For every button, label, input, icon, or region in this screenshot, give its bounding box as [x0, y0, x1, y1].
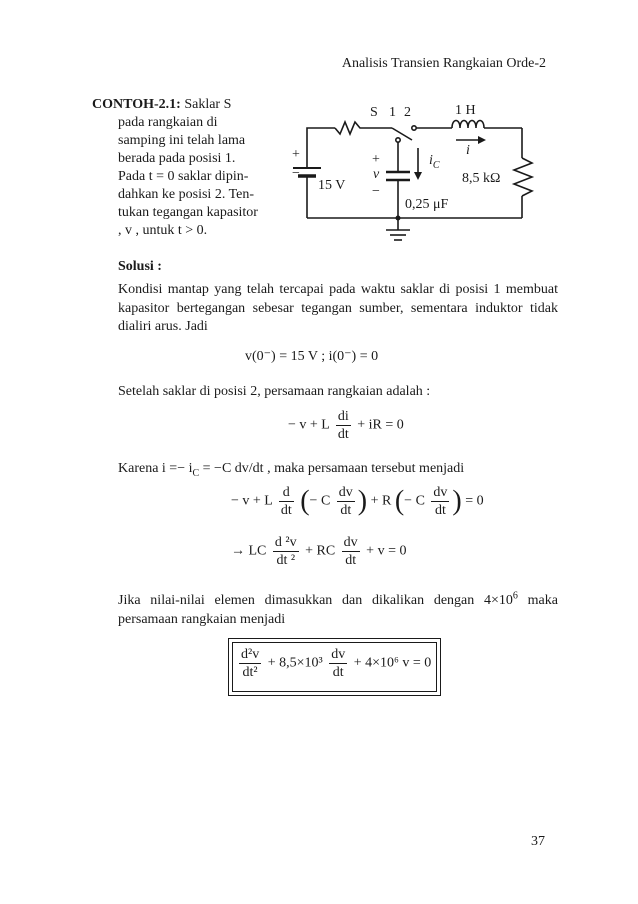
- switch-terminal-2: [412, 126, 416, 130]
- eq3-num: d ²v: [274, 535, 297, 550]
- eq2-frac-dv: [337, 484, 355, 519]
- eq1-fraction: [336, 408, 351, 443]
- eq1-num: di: [337, 409, 349, 424]
- current-label: i: [466, 143, 470, 158]
- eq2-d-den: dt: [280, 503, 292, 518]
- final-mid: + 8,5×10³: [267, 655, 323, 671]
- switch-blade: [392, 128, 412, 140]
- cap-minus: −: [372, 184, 380, 199]
- example-line-7: , v , untuk t > 0.: [118, 223, 208, 238]
- p3-sub: C: [192, 467, 200, 479]
- eq2-d-num: d: [279, 484, 294, 502]
- final-equation: [236, 646, 431, 681]
- solution-paragraph-1: Kondisi mantap yang telah tercapai pada waktu saklar di posisi 1 membuat kapasitor bertegangan sebesar tegangan sumber, sementara induktor tidak dialiri arus. Jadi: [118, 282, 558, 334]
- initial-conditions: v(0⁻) = 15 V ; i(0⁻) = 0: [245, 349, 379, 364]
- cap-current-symbol: i: [429, 153, 433, 168]
- p4-b: maka persamaan rangkaian menjadi: [118, 593, 558, 627]
- example-heading: CONTOH-2.1:: [92, 97, 181, 112]
- ground-node: [396, 216, 401, 221]
- eq3-dv-num: dv: [343, 535, 358, 550]
- resistor-value: 8,5 kΩ: [462, 171, 501, 186]
- solution-paragraph-2: Setelah saklar di posisi 2, persamaan rangkaian adalah :: [118, 384, 431, 399]
- example-intro: Saklar S: [184, 97, 232, 112]
- eq1-right: + iR = 0: [357, 417, 404, 433]
- source-plus: +: [292, 147, 300, 162]
- p3-b: = −C dv/dt , maka persamaan tersebut menjadi: [199, 461, 465, 476]
- running-header: Analisis Transien Rangkaian Orde-2: [341, 56, 546, 71]
- page-number: 37: [531, 834, 545, 849]
- circuit-diagram: [0, 0, 638, 260]
- eq3-end: + v = 0: [366, 543, 407, 559]
- p3-a: Karena i =− i: [118, 461, 193, 476]
- eq2-frac-dv2: [431, 484, 449, 519]
- equation-1: [288, 408, 404, 443]
- eq2-mc: − C: [309, 493, 331, 509]
- series-resistor-icon: [335, 122, 392, 134]
- eq3-dv-den: dt: [345, 553, 357, 568]
- solution-paragraph-4: [118, 592, 558, 629]
- switch-pos1: 1: [389, 105, 396, 120]
- inductor-label: 1 H: [455, 103, 476, 118]
- eq2-dv-den: dt: [340, 503, 352, 518]
- final-num: d²v: [241, 647, 260, 662]
- eq2-dv2-num: dv: [433, 485, 448, 500]
- equation-3: [231, 534, 406, 569]
- ic-arrow-icon: [414, 172, 422, 180]
- left-top-wire: [307, 128, 335, 168]
- eq2-frac-d: [279, 484, 294, 519]
- i-arrow-icon: [478, 136, 486, 144]
- eq2-dv-num: dv: [338, 485, 353, 500]
- example-line-4: Pada t = 0 saklar dipin-: [118, 169, 249, 184]
- eq3-frac: [273, 534, 299, 569]
- eq1-den: dt: [337, 427, 349, 442]
- eq3-rc: + RC: [305, 543, 336, 559]
- switch-terminal-1: [396, 138, 400, 142]
- final-frac: [239, 646, 261, 681]
- example-line-3: berada pada posisi 1.: [118, 151, 236, 166]
- cap-current-label: [429, 152, 440, 170]
- solution-heading: Solusi :: [118, 259, 162, 274]
- eq2-dv2-den: dt: [434, 503, 446, 518]
- switch-label: S: [370, 105, 378, 120]
- p4-sup: 6: [512, 590, 518, 602]
- equation-2: − v + L $\frac{d}{dt}$ (− C $\frac{dv}{dt}$ ) + R (− C $\frac{dv}{dt}$ ) = 0: [231, 485, 484, 518]
- cap-voltage-label: v: [373, 167, 380, 182]
- eq3-den: dt ²: [276, 553, 296, 568]
- p4-a: Jika nilai-nilai elemen dimasukkan dan dikalikan dengan 4×10: [118, 593, 513, 608]
- example-line-6: tukan tegangan kapasitor: [118, 205, 258, 220]
- cap-current-sub: C: [432, 159, 440, 171]
- inductor-icon: [452, 121, 484, 129]
- example-line-2: samping ini telah lama: [118, 133, 246, 148]
- eq3-frac-dv: [342, 534, 360, 569]
- eq1-left: − v + L: [288, 417, 330, 433]
- source-value: 15 V: [318, 178, 346, 193]
- load-resistor-icon: [514, 158, 532, 196]
- example-line-1: pada rangkaian di: [118, 115, 218, 130]
- solution-paragraph-3: [118, 460, 558, 479]
- eq2-mc2: − C: [404, 493, 425, 509]
- final-frac-dv: [329, 646, 347, 681]
- final-den: dt²: [242, 665, 258, 680]
- final-end: + 4×10⁶ v = 0: [353, 655, 432, 671]
- final-dv-den: dt: [332, 665, 344, 680]
- source-minus: −: [292, 166, 300, 181]
- final-dv-num: dv: [331, 647, 346, 662]
- example-line-5: dahkan ke posisi 2. Ten-: [118, 187, 255, 202]
- cap-plus: +: [372, 152, 380, 167]
- eq3-arrow: → LC: [231, 543, 267, 559]
- cap-value: 0,25 μF: [405, 197, 449, 212]
- eq2-end: = 0: [465, 493, 484, 509]
- switch-pos2: 2: [404, 105, 411, 120]
- eq2-a: − v + L: [231, 493, 273, 509]
- eq2-plusR: + R: [370, 493, 392, 509]
